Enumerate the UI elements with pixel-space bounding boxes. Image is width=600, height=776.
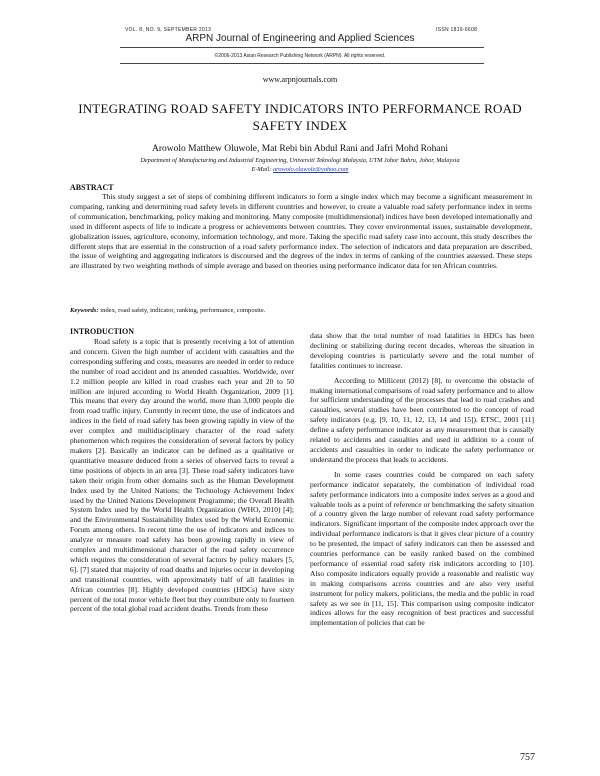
email-label: E-Mail: bbox=[251, 166, 272, 173]
intro-paragraph-2: data show that the total number of road fatalities in HDCs has been declining or stabilizing during recent decades, whereas the situation in developing countries is particularly severe and the total number of fatalities continues to increase. bbox=[310, 331, 534, 370]
keywords-line bbox=[70, 307, 532, 314]
journal-name: ARPN Journal of Engineering and Applied Sciences bbox=[185, 33, 415, 44]
left-column bbox=[70, 337, 294, 619]
header-rule-bottom bbox=[120, 63, 484, 64]
paper-title: INTEGRATING ROAD SAFETY INDICATORS INTO PERFORMANCE ROAD SAFETY INDEX bbox=[78, 101, 522, 133]
introduction-heading: INTRODUCTION bbox=[70, 327, 135, 336]
page-number: 757 bbox=[520, 752, 535, 763]
right-column bbox=[310, 331, 534, 633]
intro-paragraph-3: According to Millicent (2012) [8], to overcome the obstacle of making international comparisons of road safety performance and to allow for sufficient understanding of the processes that lead to road crashes and casualties, several studies have been contributed to the concept of road safety indicators (e.g. [9, 10, 11, 12, 13, 14 and 15]). ETSC, 2001 [11] define a safety performance indicator as any measurement that is causally related to accidents and casualties and used in addition to a count of accidents and casualties in order to indicate the safety performance or understand the process that leads to accidents. bbox=[310, 375, 534, 464]
issn: ISSN 1819-6608 bbox=[436, 27, 478, 33]
journal-url[interactable]: www.arpnjournals.com bbox=[262, 75, 338, 84]
intro-paragraph-1: Road safety is a topic that is presently receiving a lot of attention and concern. Given the high number of accident with casualties and the corresponding suffering and costs, measures are needed in order to reduce the number of road accident and its attended casualties. Worldwide, over 1.2 million people are killed in road crashes each year and 20 to 50 million are injured according to World Health Organization, 2009 [1]. This means that every day around the world, more than 3,000 people die from road traffic injury. Currently in recent time, the use of indicators and indices in the field of road safety has been growing rapidly in view of the ever complex and multidisciplinary character of the road safety phenomenon which requires the consideration of several factors by policy makers [2]. Basically an indicator can be defined as a qualitative or quantitative measure deduced from a series of observed facts to reveal a time positions of objects in an area [3]. These road safety indicators have taken their origin from other domains such as the Human Development Index used by the United Nations; the Technology Achievement Index used by the United Nations Development Programme; the Overall Health System Index used by the World Health Organization (WHO, 2010) [4]; and the Environmental Sustainability Index used by the World Economic Forum among others. In recent time the use of indicators and indices to analyze or measure road safety has been growing rapidly in view of complex and multidimensional character of the road safety occurrence which requires the consideration of several factors by policy makers [5, 6]. [7] stated that majority of road deaths and injuries occur in developing and transitional countries, with approximately half of all fatalities in African countries [8]. Highly developed countries (HDCs) have sixty percent of the total motor vehicle fleet but they contribute only to fourteen percent of the total global road accident deaths. Trends from these bbox=[70, 337, 294, 614]
abstract-text: This study suggest a set of steps of combining different indicators to form a single index which may become a significant measurement in comparing, ranking and determining road safety levels in different countries and however, to create a valuable road safety performance index in terms of communication, benchmarking, policy making and monitoring. Many composite (multidimensional) indices have been developed internationally and used in different aspects of life to indicate a progress or achievements between countries. They cover environmental issues, sustainable development, globalization issues, agriculture, economy, information technology, and more. Taking the specific road safety case into account, this study describes the different steps that are essential in the construction of a road safety performance index. The selection of indicators and data preparation are described, the issue of weighting and aggregating indicators is discoursed and the degrees of the index in terms of ranking of the countries assessed. These steps are illustrated by two weighting methods of simple average and based on theories using performance indicator data for ten African countries. bbox=[70, 192, 532, 271]
volume-issue-line: VOL. 8, NO. 9, SEPTEMBER 2013 bbox=[125, 27, 212, 33]
author-affiliation: Department of Manufacturing and Industrial Engineering, Universiti Teknologi Malaysia, UTM Johor Bahru, Johor, Malaysia bbox=[140, 157, 460, 164]
paper-authors: Arowolo Matthew Oluwole, Mat Rebi bin Abdul Rani and Jafri Mohd Rohani bbox=[151, 144, 449, 154]
keywords-label: Keywords: bbox=[70, 307, 99, 314]
abstract-heading: ABSTRACT bbox=[70, 183, 114, 192]
author-email-line bbox=[0, 166, 600, 173]
keywords-text: index, road safety, indicator, ranking, performance, composite. bbox=[100, 307, 266, 314]
header-rule-top bbox=[120, 47, 484, 48]
author-email-link[interactable]: arowolo.oluwole@yahoo.com bbox=[272, 166, 349, 173]
copyright-line: ©2006-2013 Asian Research Publishing Network (ARPN). All rights reserved. bbox=[214, 53, 386, 59]
intro-paragraph-4: In some cases countries could be compared on each safety performance indicator separately, the combination of individual road safety performance indicators into a composite index serves as a good and valuable tools as a point of reference or benchmarking the safety situation of a country given the large number of relevant road safety performance indicators. Significant important of the composite index approach over the individual performance indicators is that it gives clear picture of a country to be presented, the impact of safety indicators can then be assessed and countries performance can be easily ranked based on the combined performance of essential road safety risk indicators according to [10]. Also composite indicators equally provide a reasonable and realistic way in making comparisons across countries and are also very useful instrument for policy makers, politicians, the media and the public in road safety as we see in [11, 15]. This comparison using composite indicator indices allows for the easy recognition of best practices and successful implementation of policies that can be bbox=[310, 469, 534, 628]
